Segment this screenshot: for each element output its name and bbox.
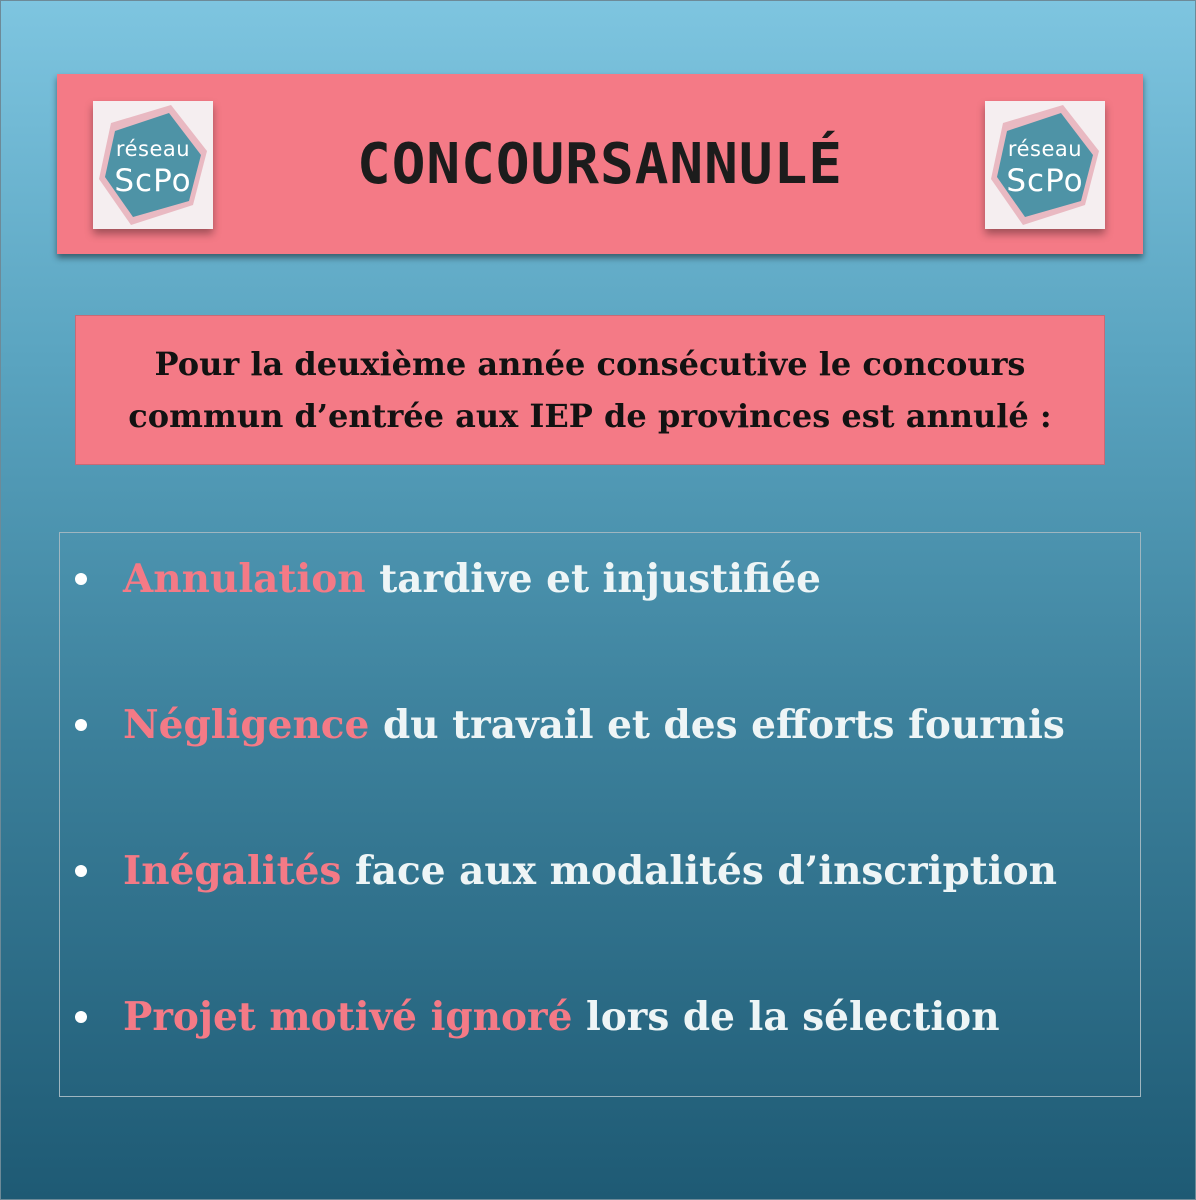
intro-line-1: Pour la deuxième année consécutive le concours bbox=[154, 345, 1026, 383]
logo-text-scpo: ScPo bbox=[1006, 163, 1084, 199]
point-text: lors de la sélection bbox=[585, 994, 1000, 1040]
points-list bbox=[59, 532, 1141, 1097]
bullet-icon bbox=[75, 1011, 87, 1023]
title-word-annule: ANNULÉ bbox=[634, 131, 843, 197]
list-item bbox=[75, 695, 1065, 755]
list-item bbox=[75, 549, 821, 609]
list-item bbox=[75, 987, 1000, 1047]
intro-box bbox=[75, 315, 1105, 465]
title-word-concours: CONCOURS bbox=[356, 131, 635, 197]
bullet-icon bbox=[75, 865, 87, 877]
point-highlight: Annulation bbox=[123, 556, 366, 602]
bullet-icon bbox=[75, 719, 87, 731]
logo-text-reseau: réseau bbox=[115, 137, 191, 161]
list-item bbox=[75, 841, 1057, 901]
title-banner bbox=[57, 74, 1143, 254]
logo-text-reseau: réseau bbox=[1007, 137, 1083, 161]
intro-line-2: commun d’entrée aux IEP de provinces est annulé : bbox=[128, 397, 1052, 435]
point-highlight: Inégalités bbox=[123, 848, 342, 894]
point-text: face aux modalités d’inscription bbox=[354, 848, 1057, 894]
intro-text bbox=[110, 338, 1070, 442]
page-title bbox=[57, 74, 1143, 254]
bullet-icon bbox=[75, 573, 87, 585]
reseau-scpo-logo-right bbox=[985, 101, 1105, 229]
logo-text-scpo: ScPo bbox=[114, 163, 192, 199]
point-text: tardive et injustifiée bbox=[379, 556, 821, 602]
point-highlight: Projet motivé ignoré bbox=[123, 994, 573, 1040]
point-highlight: Négligence bbox=[123, 702, 370, 748]
point-text: du travail et des efforts fournis bbox=[382, 702, 1065, 748]
